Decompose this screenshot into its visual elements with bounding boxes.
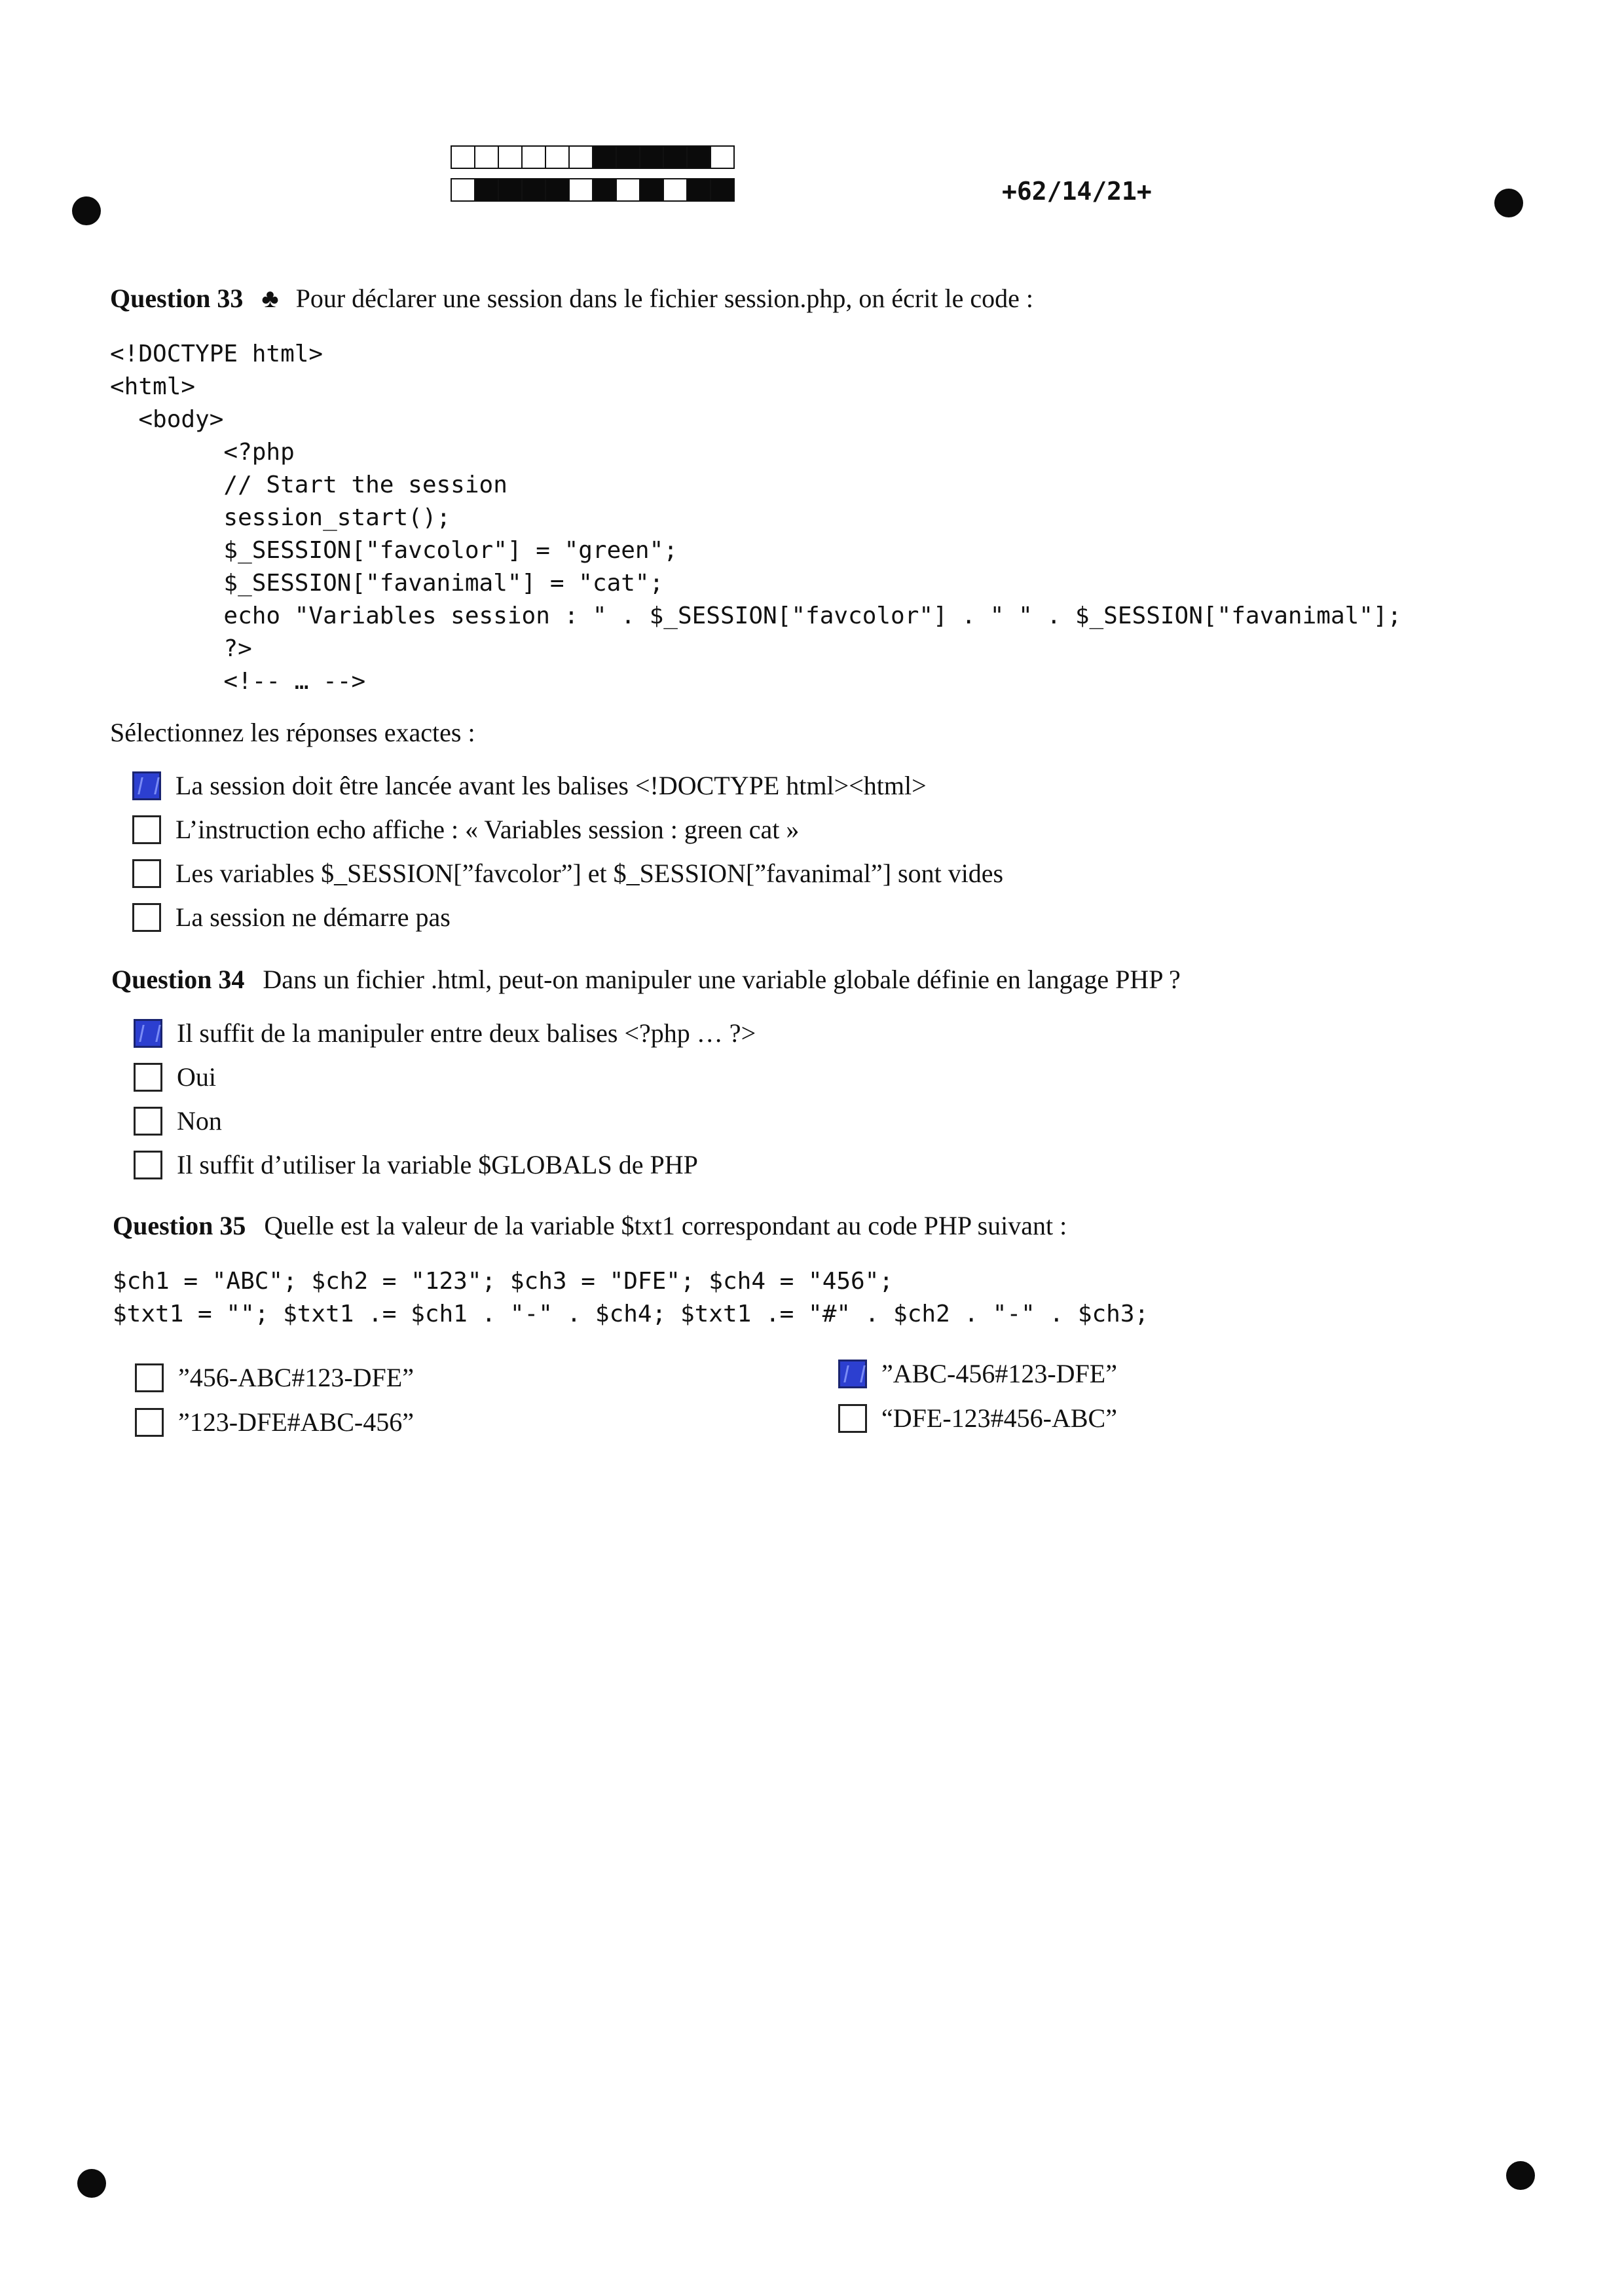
question-35-label: Question 35 [113,1211,246,1240]
option-label: ”123-DFE#ABC-456” [178,1407,414,1437]
q33-option-1[interactable] [132,770,927,801]
question-33-prompt: Pour déclarer une session dans le fichier session.php, on écrit le code : [295,284,1033,313]
q34-option-2[interactable] [134,1062,216,1092]
question-34-header [111,964,1181,995]
barcode-cell [592,145,617,169]
q34-option-1[interactable] [134,1018,756,1048]
question-35-code: $ch1 = "ABC"; $ch2 = "123"; $ch3 = "DFE"; $ch4 = "456"; $txt1 = ""; $txt1 .= $ch1 . "-" . $ch4; $txt1 .= "#" . $ch2 . "-" . $ch3; [113,1268,1149,1327]
barcode-cell [686,178,711,202]
q35-option-3[interactable] [838,1358,1117,1389]
q33-option-4[interactable] [132,902,451,933]
barcode-cell [521,145,546,169]
question-33-instruction: Sélectionnez les réponses exactes : [110,718,475,747]
q35-option-2[interactable] [135,1407,414,1437]
barcode-cell [451,178,475,202]
barcode-cell [568,145,593,169]
barcode-cell [663,178,688,202]
barcode-cell [686,145,711,169]
barcode-cell [710,145,735,169]
q35-option-1[interactable] [135,1362,414,1393]
barcode-cell [474,145,499,169]
barcode-cell [568,178,593,202]
option-label: ”456-ABC#123-DFE” [178,1363,414,1392]
question-35-prompt: Quelle est la valeur de la variable $txt1 correspondant au code PHP suivant : [264,1211,1067,1240]
q34-option-4[interactable] [134,1149,698,1180]
barcode-cell [639,145,664,169]
page-id: +62/14/21+ [1002,177,1152,206]
registration-mark-bottom-right [1506,2161,1535,2190]
barcode-cell [616,145,640,169]
option-label: Oui [177,1062,216,1092]
checkbox[interactable] [132,859,161,888]
barcode-cell [451,145,475,169]
option-label: La session ne démarre pas [175,902,451,932]
checkbox[interactable] [134,1151,162,1179]
question-33-label: Question 33 [110,284,244,313]
barcode-bottom [452,178,735,203]
option-label: L’instruction echo affiche : « Variables session : green cat » [175,815,800,844]
checkbox[interactable] [838,1404,867,1433]
option-label: Il suffit de la manipuler entre deux balises <?php … ?> [177,1018,756,1048]
checkbox[interactable] [838,1360,867,1388]
barcode-cell [545,178,570,202]
question-34-prompt: Dans un fichier .html, peut-on manipuler une variable globale définie en langage PHP ? [263,965,1181,994]
question-33-header [110,283,1033,314]
registration-mark-top-right [1494,189,1523,217]
checkbox[interactable] [134,1019,162,1048]
checkbox[interactable] [132,903,161,932]
q33-option-2[interactable] [132,814,799,845]
barcode-cell [616,178,640,202]
barcode-cell [545,145,570,169]
barcode-cell [521,178,546,202]
club-icon: ♣ [261,284,279,313]
barcode-cell [663,145,688,169]
q33-option-3[interactable] [132,858,1003,889]
checkbox[interactable] [132,771,161,800]
registration-mark-top-left [72,196,101,225]
option-label: La session doit être lancée avant les balises <!DOCTYPE html><html> [175,771,927,800]
option-label: Non [177,1106,222,1136]
barcode-top [452,145,735,170]
registration-mark-bottom-left [77,2169,106,2198]
checkbox[interactable] [135,1408,164,1437]
barcode-cell [474,178,499,202]
option-label: Les variables $_SESSION[”favcolor”] et $_SESSION[”favanimal”] sont vides [175,859,1004,888]
checkbox[interactable] [132,815,161,844]
barcode-cell [639,178,664,202]
checkbox[interactable] [134,1107,162,1136]
barcode-cell [592,178,617,202]
option-label: “DFE-123#456-ABC” [881,1403,1117,1433]
barcode-cell [710,178,735,202]
q35-option-4[interactable] [838,1403,1117,1434]
checkbox[interactable] [135,1363,164,1392]
question-33-code: <!DOCTYPE html> <html> <body> <?php // Start the session session_start(); $_SESSION["favcolor"] = "green"; $_SESSION["favanimal"] = "cat"; echo "Variables session : " . $_SESSION["favcolor"] . " " . $_SESSION["favanimal"]; ?> <!-- … --> [110,341,1402,695]
q34-option-3[interactable] [134,1105,222,1136]
question-35-header [113,1210,1067,1241]
option-label: Il suffit d’utiliser la variable $GLOBALS de PHP [177,1150,698,1179]
checkbox[interactable] [134,1063,162,1092]
question-34-label: Question 34 [111,965,245,994]
barcode-cell [498,178,523,202]
option-label: ”ABC-456#123-DFE” [881,1359,1117,1388]
barcode-cell [498,145,523,169]
